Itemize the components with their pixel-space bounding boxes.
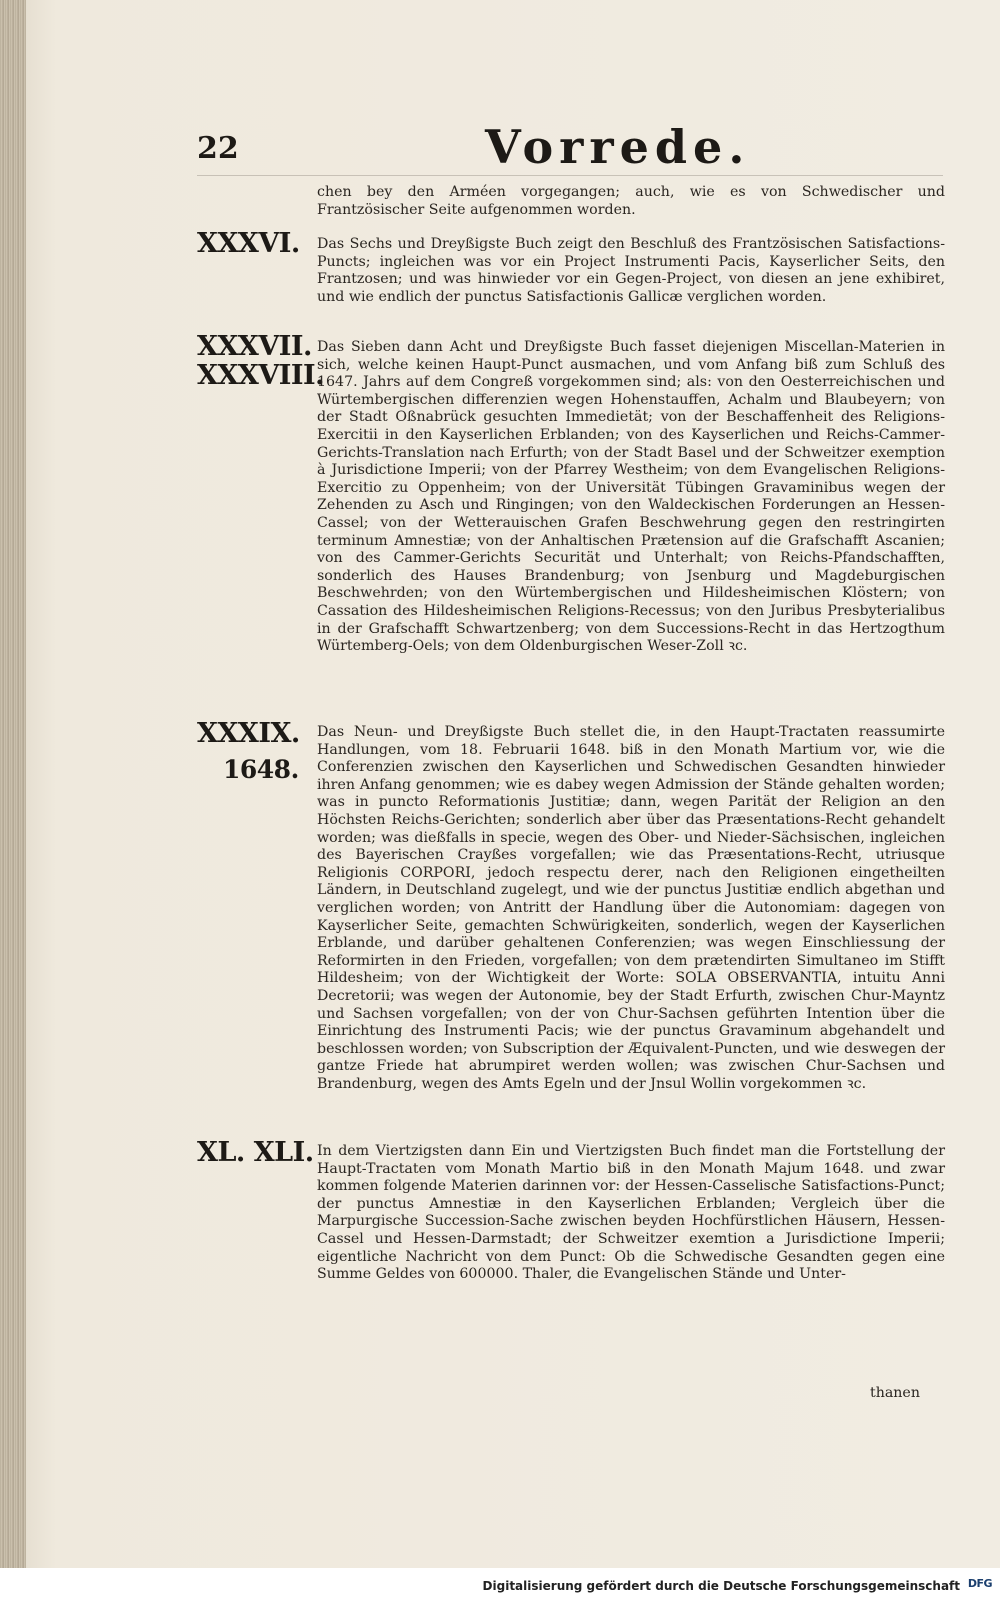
footer-credit: Digitalisierung gefördert durch die Deutsche Forschungsgemeinschaft bbox=[482, 1579, 960, 1593]
catchword: thanen bbox=[870, 1385, 920, 1401]
paragraph-book-39: Das Neun- und Dreyßigste Buch stellet die, in den Haupt-Tractaten reassumirte Handlungen, vom 18. Februarii 1648. biß in den Monath Martium vor, wie die Conferenzien zwischen den Kayserlichen und Schwedischen Gesandten hinwieder ihren Anfang genommen; wie es dabey wegen Admission der Stände gehalten worden; was in puncto Reformationis Justitiæ; dann, wegen Parität der Religion an den Höchsten Reichs-Gerichten; sonderlich aber über das Præsentations-Recht gehandelt worden; was dießfalls in specie, wegen des Ober- und Nieder-Sächsischen, ingleichen des Bayerischen Crayßes vorgefallen; wie das Præsentations-Recht, utriusque Religionis CORPORI, jedoch respectu derer, nach den Religionen eingetheilten Ländern, in Deutschland zugelegt, und wie der punctus Justitiæ endlich abgethan und verglichen worden; von Antritt der Handlung über die Autonomiam: dagegen von Kayserlicher Seite, gemachten Schwürigkeiten, sonderlich, wegen der Kayserlichen Erblande, und darüber gehaltenen Conferenzien; was wegen Einschliessung der Reformirten in den Frieden, vorgefallen; von dem prætendirten Simultaneo im Stifft Hildesheim; von der Wichtigkeit der Worte: SOLA OBSERVANTIA, intuitu Anni Decretorii; was wegen der Autonomie, bey der Stadt Erfurth, zwischen Chur-Mayntz und Sachsen vorgefallen; von der von Chur-Sachsen geführten Intention über die Einrichtung des Instrumenti Pacis; wie der punctus Gravaminum abgehandelt und beschlossen worden; von Subscription der Æquivalent-Puncten, und wie deswegen der gantze Friede hat abrumpiret werden wollen; was zwischen Chur-Sachsen und Brandenburg, wegen des Amts Egeln und der Jnsul Wollin vorgekommen ꝛc. bbox=[317, 724, 945, 1092]
paragraph-book-36: Das Sechs und Dreyßigste Buch zeigt den Beschluß des Frantzösischen Satisfactions-Puncts; ingleichen was vor ein Project Instrumenti Pacis, Kayserlicher Seits, den Frantzosen; und was hinwieder vor ein Gegen-Project, von diesen an jene exhibiret, und wie endlich der punctus Satisfactionis Gallicæ verglichen worden. bbox=[317, 236, 945, 305]
dfg-logo: DFG bbox=[967, 1577, 992, 1590]
margin-label-xxxvi: XXXVI. bbox=[197, 228, 300, 259]
margin-label-year: 1648. bbox=[223, 755, 299, 784]
running-head: Vorrede. bbox=[485, 120, 751, 174]
head-rule bbox=[197, 175, 943, 176]
paragraph-book-40-41: In dem Viertzigsten dann Ein und Viertzigsten Buch findet man die Fortstellung der Haupt-Tractaten vom Monath Martio biß in den Monath Majum 1648. und zwar kommen folgende Materien darinnen vor: der Hessen-Casselische Satisfactions-Punct; der punctus Amnestiæ in den Kayserlichen Erblanden; Vergleich über die Marpurgische Succession-Sache zwischen beyden Hochfürstlichen Häusern, Hessen-Cassel und Hessen-Darmstadt; der Schweitzer exemtion a Jurisdictione Imperii; eigentliche Nachricht von dem Punct: Ob die Schwedische Gesandten gegen eine Summe Geldes von 600000. Thaler, die Evangelischen Stände und Unter- bbox=[317, 1143, 945, 1283]
page-number: 22 bbox=[197, 131, 239, 166]
margin-label-xxxix: XXXIX. bbox=[197, 718, 300, 749]
margin-label-xxxvii: XXXVII. bbox=[197, 331, 312, 362]
paragraph-book-37-38: Das Sieben dann Acht und Dreyßigste Buch fasset diejenigen Miscellan-Materien in sich, welche keinen Haupt-Punct ausmachen, und vom Anfang biß zum Schluß des 1647. Jahrs auf dem Congreß vorgekommen sind; als: von den Oesterreichischen und Würtembergischen differenzien wegen Hohenstauffen, Achalm und Blaubeyern; von der Stadt Oßnabrück gesuchten Immedietät; von der Beschaffenheit des Religions-Exercitii in den Kayserlichen Erblanden; von des Kayserlichen und Reichs-Cammer-Gerichts-Translation nach Erfurth; von der Stadt Basel und der Schweitzer exemption à Jurisdictione Imperii; von der Pfarrey Westheim; von dem Evangelischen Religions-Exercitio zu Oppenheim; von der Universität Tübingen Gravaminibus wegen der Zehenden zu Asch und Ringingen; von den Waldeckischen Forderungen an Hessen-Cassel; von der Wetterauischen Grafen Beschwehrung gegen den restringirten terminum Amnestiæ; von der Anhaltischen Prætension auf die Grafschafft Ascanien; von des Cammer-Gerichts Securität und Unterhalt; von Reichs-Pfandschafften, sonderlich des Hauses Brandenburg; von Jsenburg und Magdeburgischen Beschwehrden; von den Würtembergischen und Hildesheimischen Klöstern; von Cassation des Hildesheimischen Religions-Recessus; von den Juribus Presbyterialibus in der Grafschafft Schwartzenberg; von dem Successions-Recht in das Hertzogthum Würtemberg-Oels; von dem Oldenburgischen Weser-Zoll ꝛc. bbox=[317, 339, 945, 655]
book-page-edges bbox=[0, 0, 26, 1568]
paragraph-continuation: chen bey den Arméen vorgegangen; auch, wie es von Schwedischer und Frantzösischer Seite aufgenommen worden. bbox=[317, 184, 945, 218]
margin-label-xl-xli: XL. XLI. bbox=[197, 1137, 314, 1168]
margin-label-xxxviii: XXXVIII. bbox=[197, 360, 325, 391]
